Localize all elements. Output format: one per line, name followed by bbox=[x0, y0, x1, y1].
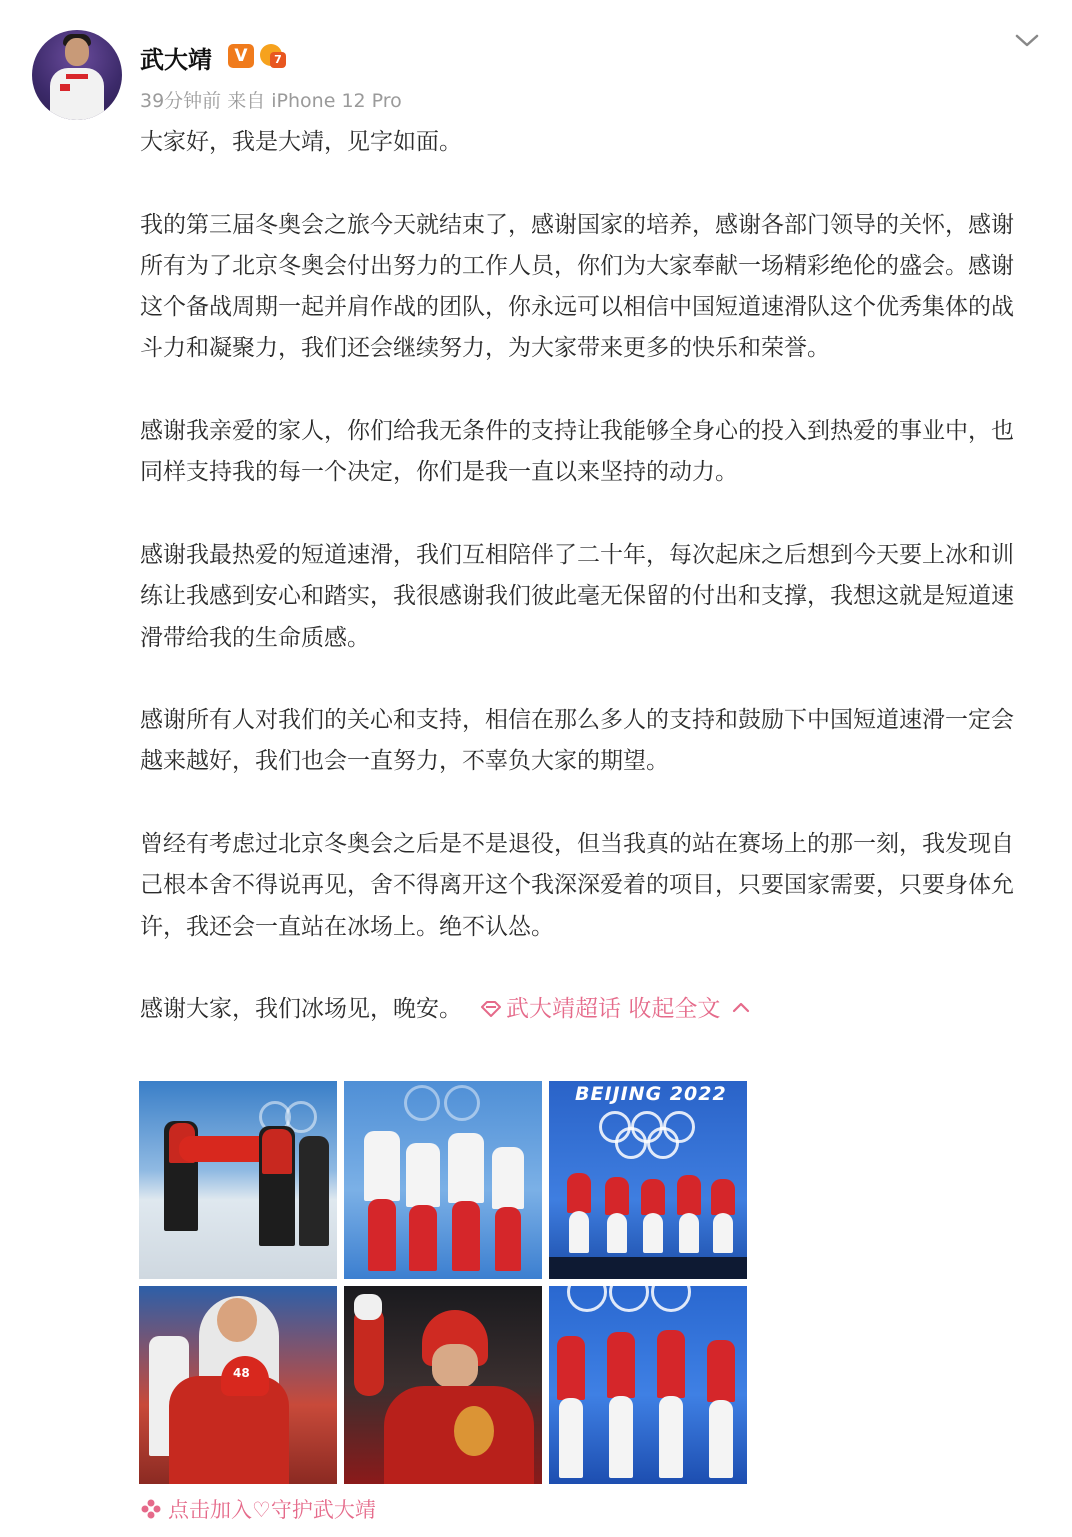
athlete-face bbox=[432, 1344, 478, 1388]
athlete-figure bbox=[609, 1396, 633, 1478]
skater-figure bbox=[262, 1129, 292, 1174]
supertopic-link[interactable]: 武大靖超话 bbox=[506, 996, 621, 1023]
flower-icon bbox=[140, 1498, 162, 1520]
skater-figure bbox=[299, 1136, 329, 1246]
dragon-emblem bbox=[454, 1406, 494, 1456]
olympic-ring-icon bbox=[615, 1127, 647, 1159]
athlete-figure bbox=[607, 1332, 635, 1398]
helmet-number: 48 bbox=[233, 1366, 250, 1380]
paragraph: 感谢所有人对我们的关心和支持，相信在那么多人的支持和鼓励下中国短道速滑一定会越来越好，我们也会一直努力，不辜负大家的期望。 bbox=[140, 707, 1014, 775]
athlete-figure bbox=[559, 1398, 583, 1478]
post-meta bbox=[140, 86, 402, 113]
athlete-figure bbox=[492, 1147, 524, 1209]
photo-6[interactable] bbox=[549, 1286, 747, 1484]
paragraph: 感谢我亲爱的家人，你们给我无条件的支持让我能够全身心的投入到热爱的事业中，也同样支持我的每一个决定，你们是我一直以来坚持的动力。 bbox=[140, 418, 1014, 486]
level-badge-icon bbox=[258, 42, 288, 70]
athlete-figure bbox=[495, 1207, 521, 1271]
level-number: 7 bbox=[270, 52, 286, 68]
coach-face bbox=[217, 1298, 257, 1342]
athlete-figure bbox=[607, 1213, 627, 1253]
athlete-figure bbox=[709, 1400, 733, 1478]
athlete-figure bbox=[448, 1133, 484, 1203]
join-guard-label[interactable]: 点击加入♡守护武大靖 bbox=[168, 1498, 376, 1522]
athlete-figure bbox=[364, 1131, 400, 1201]
photo-5[interactable] bbox=[344, 1286, 542, 1484]
supertopic-icon bbox=[480, 1001, 502, 1017]
athlete-figure bbox=[641, 1179, 665, 1215]
verified-badge-icon: V bbox=[228, 44, 254, 68]
athlete-figure bbox=[659, 1396, 683, 1478]
closing-line bbox=[140, 989, 1026, 1030]
olympic-ring-icon bbox=[651, 1286, 691, 1312]
athlete-figure bbox=[713, 1213, 733, 1253]
athlete-figure bbox=[569, 1211, 589, 1253]
photo-2[interactable] bbox=[344, 1081, 542, 1279]
athlete-figure bbox=[406, 1143, 440, 1207]
photo-4[interactable] bbox=[139, 1286, 337, 1484]
olympic-ring-decor bbox=[444, 1085, 480, 1121]
athlete-figure bbox=[409, 1205, 437, 1271]
photo-grid bbox=[139, 1081, 747, 1484]
paragraph: 大家好，我是大靖，见字如面。 bbox=[140, 129, 462, 155]
athlete-figure bbox=[679, 1213, 699, 1253]
paragraph: 感谢我最热爱的短道速滑，我们互相陪伴了二十年，每次起床之后想到今天要上冰和训练让我感到安心和踏实，我很感谢我们彼此毫无保留的付出和支撑，我想这就是短道速滑带给我的生命质感。 bbox=[140, 541, 1014, 651]
athlete-figure bbox=[368, 1199, 396, 1271]
athlete-figure bbox=[677, 1175, 701, 1215]
photo-1[interactable] bbox=[139, 1081, 337, 1279]
avatar-stripe bbox=[66, 74, 88, 79]
paragraph: 我的第三届冬奥会之旅今天就结束了，感谢国家的培养，感谢各部门领导的关怀，感谢所有为了北京冬奥会付出努力的工作人员，你们为大家奉献一场精彩绝伦的盛会。感谢这个备战周期一起并肩作战的团队，你永远可以相信中国短道速滑队这个优秀集体的战斗力和凝聚力，我们还会继续努力，为大家带来更多的快乐和荣誉。 bbox=[140, 211, 1014, 362]
athlete-figure bbox=[657, 1330, 685, 1398]
paragraph: 曾经有考虑过北京冬奥会之后是不是退役，但当我真的站在赛场上的那一刻，我发现自己根本舍不得说再见，舍不得离开这个我深深爱着的项目，只要国家需要，只要身体允许，我还会一直站在冰场上。绝不认怂。 bbox=[140, 831, 1014, 940]
closing-text: 感谢大家，我们冰场见，晚安。 bbox=[140, 996, 462, 1023]
olympic-ring-icon bbox=[609, 1286, 649, 1312]
join-guard-link[interactable] bbox=[140, 1494, 376, 1524]
athlete-fist bbox=[354, 1294, 382, 1320]
crowd-decor bbox=[549, 1257, 747, 1279]
athlete-figure bbox=[711, 1179, 735, 1215]
avatar[interactable] bbox=[32, 30, 122, 120]
post-body bbox=[140, 122, 1026, 1031]
athlete-figure bbox=[567, 1173, 591, 1213]
username[interactable]: 武大靖 bbox=[140, 46, 212, 74]
olympic-ring-icon bbox=[647, 1127, 679, 1159]
olympic-ring-decor bbox=[404, 1085, 440, 1121]
athlete-figure bbox=[605, 1177, 629, 1215]
post-timestamp: 39分钟前 bbox=[140, 90, 222, 112]
athlete-figure bbox=[707, 1340, 735, 1402]
olympic-ring-icon bbox=[567, 1286, 607, 1312]
athlete-figure bbox=[643, 1213, 663, 1253]
athlete-figure bbox=[452, 1201, 480, 1271]
photo-3[interactable] bbox=[549, 1081, 747, 1279]
post-source: 来自 iPhone 12 Pro bbox=[227, 90, 402, 112]
beijing-2022-logo: BEIJING 2022 bbox=[575, 1083, 727, 1105]
collapse-link[interactable]: 收起全文 bbox=[628, 996, 721, 1023]
chevron-up-icon[interactable] bbox=[732, 1001, 750, 1013]
avatar-flag bbox=[60, 84, 70, 91]
avatar-face bbox=[65, 38, 89, 66]
chevron-down-icon[interactable] bbox=[1014, 28, 1040, 54]
athlete-figure bbox=[557, 1336, 585, 1400]
